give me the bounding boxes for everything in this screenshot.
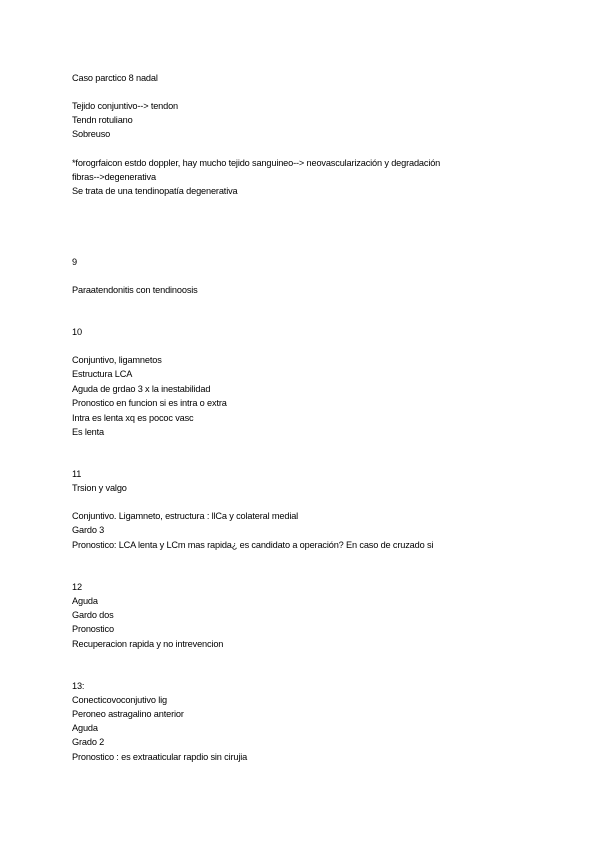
case10-tissue-line: Conjuntivo, ligamnetos [72,355,162,365]
case12-heading: 12 [72,582,82,592]
case10-intra-line: Intra es lenta xq es pococ vasc [72,413,194,423]
case10-grade-line: Aguda de grdao 3 x la inestabilidad [72,384,211,394]
case11-tissue-line: Conjuntivo. Ligamneto, estructura : llCa y colateral medial [72,511,299,521]
case12-grade-line: Gardo dos [72,610,114,620]
case8-cause-line: Sobreuso [72,129,111,139]
case11-prognosis-line: Pronostico: LCA lenta y LCm mas rapida¿ es candidato a operación? En caso de cruzado si [72,540,434,550]
case12-acute-line: Aguda [72,596,98,606]
case8-doppler-line: *forogrfaicon estdo doppler, hay mucho tejido sanguineo--> neovascularización y degradación [72,158,441,168]
case9-diagnosis-line: Paraatendonitis con tendinoosis [72,285,198,295]
case10-heading: 10 [72,327,82,337]
case13-tissue-line: Conecticovoconjutivo lig [72,695,167,705]
case8-conclusion-line: Se trata de una tendinopatía degenerativa [72,186,238,196]
case8-structure-line: Tendn rotuliano [72,115,133,125]
case9-heading: 9 [72,257,77,267]
case13-structure-line: Peroneo astragalino anterior [72,709,184,719]
case8-tissue-line: Tejido conjuntivo--> tendon [72,101,179,111]
case13-grade-line: Grado 2 [72,737,105,747]
case13-heading: 13: [72,681,85,691]
case12-prognosis-label: Pronostico [72,624,114,634]
case8-fibers-line: fibras-->degenerativa [72,172,156,182]
case-title: Caso parctico 8 nadal [72,73,158,83]
case11-mechanism-line: Trsion y valgo [72,483,127,493]
case12-recovery-line: Recuperacion rapida y no intrevencion [72,639,224,649]
case13-acute-line: Aguda [72,723,98,733]
case10-structure-line: Estructura LCA [72,369,133,379]
case11-heading: 11 [72,469,82,479]
case10-prognosis-line: Pronostico en funcion si es intra o extra [72,398,227,408]
case11-grade-line: Gardo 3 [72,525,105,535]
case13-prognosis-line: Pronostico : es extraaticular rapdio sin cirujia [72,752,248,762]
case10-slow-line: Es lenta [72,427,104,437]
